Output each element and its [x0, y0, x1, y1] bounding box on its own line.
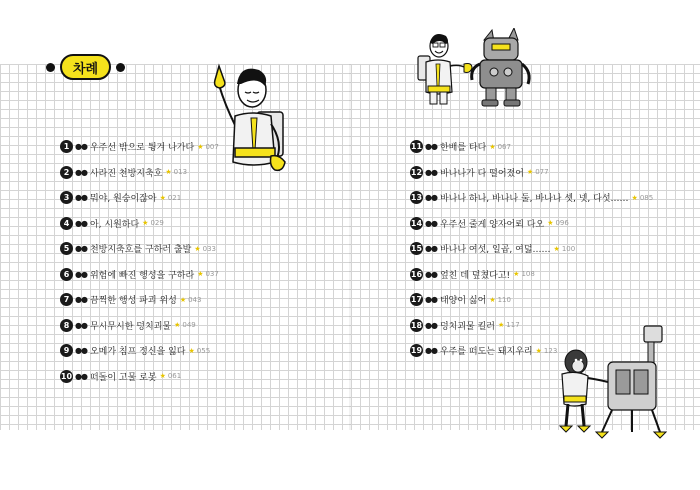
toc-entry[interactable]	[410, 236, 653, 262]
dots-separator-icon: ●●	[75, 167, 87, 177]
chapter-number-badge: 4	[60, 217, 73, 230]
toc-entry[interactable]	[410, 287, 653, 313]
star-icon: ★	[197, 142, 204, 151]
page-number: 055	[196, 346, 211, 355]
chapter-number-badge: 19	[410, 346, 423, 356]
chapter-title: 우주선 밖으로 튕겨 나가다	[89, 143, 195, 154]
chapter-title: 덩치괴물 킬러	[439, 321, 495, 332]
page-number: 117	[506, 321, 520, 330]
toc-entry[interactable]	[60, 364, 219, 390]
chapter-number-badge: 2	[60, 166, 73, 179]
chapter-title: 바나나 하나, 바나나 둘, 바나나 셋, 넷, 다섯……	[439, 194, 629, 205]
chapter-title: 끔찍한 행성 파괴 위성	[89, 296, 177, 307]
chapter-number-badge: 12	[410, 167, 423, 177]
star-icon: ★	[526, 168, 534, 177]
page-fold	[349, 64, 351, 430]
chapter-title: 사라진 천방지축호	[89, 168, 163, 179]
dots-separator-icon: ●●	[425, 295, 437, 305]
chapter-title: 위험에 빠진 행성을 구하라	[89, 270, 195, 281]
star-icon: ★	[159, 372, 166, 381]
chapter-number-badge: 18	[410, 320, 423, 330]
chapter-number-badge: 16	[410, 269, 423, 279]
chapter-title: 뭐야, 원숭이잖아	[89, 194, 157, 205]
page-number: 110	[497, 295, 511, 304]
star-icon: ★	[142, 219, 149, 228]
dots-separator-icon: ●●	[75, 320, 87, 330]
dots-separator-icon: ●●	[425, 193, 437, 203]
page-number: 033	[202, 244, 216, 253]
star-icon: ★	[513, 270, 520, 279]
page-number: 123	[543, 346, 558, 355]
dots-separator-icon: ●●	[425, 167, 437, 177]
astronaut-and-robot-illustration	[410, 28, 535, 108]
star-icon: ★	[489, 295, 496, 304]
chapter-number-badge: 15	[410, 244, 423, 254]
chapter-number-badge: 8	[60, 319, 73, 332]
toc-entry[interactable]	[410, 211, 653, 237]
page-number: 100	[561, 244, 576, 253]
chapter-number-badge: 13	[410, 193, 423, 203]
star-icon: ★	[159, 193, 166, 202]
chapter-number-badge: 9	[60, 344, 73, 357]
toc-list-left	[60, 134, 219, 389]
chapter-title: 천방지축호를 구하러 출발	[89, 245, 192, 256]
toc-entry[interactable]	[60, 211, 219, 237]
page-number: 085	[639, 193, 654, 202]
chapter-title: 바나나 여섯, 일곱, 여덟……	[439, 245, 551, 256]
star-icon: ★	[179, 295, 187, 304]
pointing-astronaut-illustration	[205, 50, 300, 175]
star-icon: ★	[553, 244, 560, 253]
chapter-title: 우주를 떠도는 돼지우리	[439, 347, 533, 358]
toc-entry[interactable]	[410, 160, 653, 186]
dots-separator-icon: ●●	[75, 142, 87, 152]
bullet-dot-icon	[46, 63, 55, 72]
star-icon: ★	[498, 321, 505, 330]
toc-heading-label: 차례	[60, 54, 111, 80]
monkey-and-machine-illustration	[552, 322, 667, 442]
chapter-number-badge: 3	[60, 191, 73, 204]
chapter-number-badge: 5	[60, 242, 73, 255]
star-icon: ★	[489, 142, 496, 151]
star-icon: ★	[165, 168, 172, 177]
star-icon: ★	[174, 321, 181, 330]
dots-separator-icon: ●●	[75, 295, 87, 305]
dots-separator-icon: ●●	[425, 346, 437, 356]
bullet-dot-icon	[116, 63, 125, 72]
chapter-number-badge: 17	[410, 295, 423, 305]
page-number: 049	[182, 321, 196, 330]
dots-separator-icon: ●●	[425, 269, 437, 279]
page-number: 007	[205, 142, 219, 151]
toc-entry[interactable]	[410, 262, 653, 288]
toc-heading	[46, 54, 125, 80]
chapter-number-badge: 14	[410, 218, 423, 228]
chapter-number-badge: 1	[60, 140, 73, 153]
dots-separator-icon: ●●	[425, 142, 437, 152]
dots-separator-icon: ●●	[75, 346, 87, 356]
page-number: 043	[188, 295, 202, 304]
chapter-number-badge: 10	[60, 371, 73, 381]
toc-entry[interactable]	[60, 262, 219, 288]
toc-entry[interactable]	[60, 160, 219, 186]
chapter-title: 엎친 데 덮쳤다고!	[439, 270, 511, 281]
star-icon: ★	[547, 219, 554, 228]
dots-separator-icon: ●●	[75, 218, 87, 228]
chapter-title: 아, 시원하다	[89, 219, 140, 230]
star-icon: ★	[194, 244, 201, 253]
dots-separator-icon: ●●	[425, 244, 437, 254]
page-number: 029	[150, 219, 164, 228]
chapter-title: 바나나가 다 떨어졌어	[439, 168, 524, 179]
dots-separator-icon: ●●	[75, 193, 87, 203]
star-icon: ★	[535, 346, 542, 355]
chapter-title: 오메가 침프 정신을 잃다	[89, 347, 186, 358]
toc-entry[interactable]	[410, 134, 653, 160]
star-icon: ★	[631, 193, 638, 202]
toc-entry[interactable]	[60, 134, 219, 160]
toc-entry[interactable]	[60, 185, 219, 211]
page-number: 067	[497, 142, 511, 151]
toc-entry[interactable]	[60, 313, 219, 339]
star-icon: ★	[188, 346, 195, 355]
page-number: 108	[521, 270, 535, 279]
toc-entry[interactable]	[410, 185, 653, 211]
chapter-title: 태양이 싫어	[439, 296, 487, 307]
dots-separator-icon: ●●	[425, 218, 437, 228]
chapter-number-badge: 7	[60, 293, 73, 306]
page-number: 096	[555, 219, 569, 228]
chapter-title: 떠돌이 고물 로봇	[89, 372, 157, 383]
page-number: 021	[167, 193, 182, 202]
chapter-number-badge: 11	[410, 142, 423, 152]
chapter-title: 우주선 줄게 양자어뢰 다오	[439, 219, 545, 230]
chapter-number-badge: 6	[60, 268, 73, 281]
toc-entry[interactable]	[60, 338, 219, 364]
page-number: 013	[173, 168, 188, 177]
star-icon: ★	[197, 270, 204, 279]
page-number: 077	[535, 168, 549, 177]
chapter-title: 무시무시한 덩치괴물	[89, 321, 172, 332]
dots-separator-icon: ●●	[75, 269, 87, 279]
page-number: 037	[205, 270, 219, 279]
toc-entry[interactable]	[60, 287, 219, 313]
dots-separator-icon: ●●	[75, 371, 87, 381]
page-number: 061	[167, 372, 182, 381]
toc-entry[interactable]	[60, 236, 219, 262]
dots-separator-icon: ●●	[75, 244, 87, 254]
dots-separator-icon: ●●	[425, 320, 437, 330]
chapter-title: 한배를 타다	[439, 143, 487, 154]
